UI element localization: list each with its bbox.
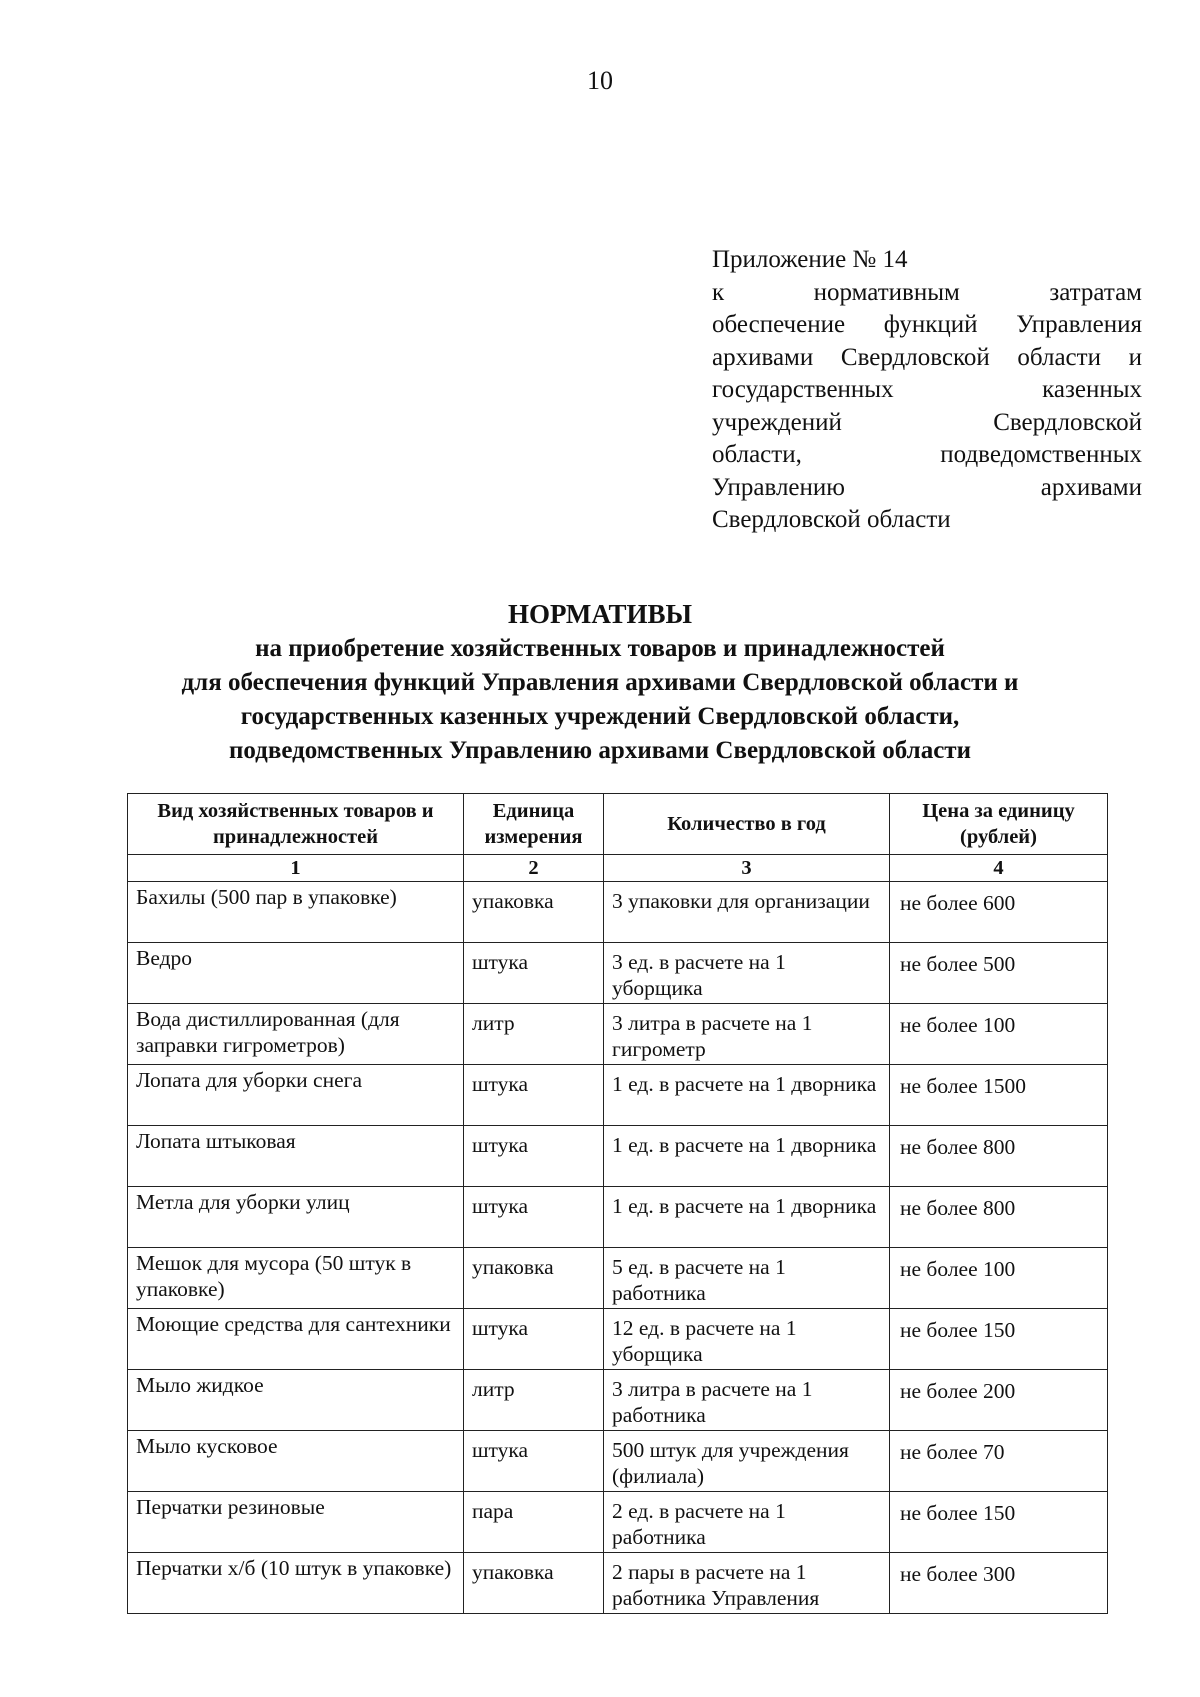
cell-item: Вода дистиллированная (для заправки гигрометров): [128, 1004, 464, 1065]
column-number: 4: [890, 855, 1108, 882]
cell-item: Перчатки х/б (10 штук в упаковке): [128, 1553, 464, 1614]
cell-price: не более 500: [890, 943, 1108, 1004]
appendix-line: к нормативным затратам: [712, 278, 1142, 306]
cell-item: Ведро: [128, 943, 464, 1004]
appendix-line: обеспечение функций Управления: [712, 311, 1142, 338]
appendix-block: [712, 244, 1142, 537]
cell-qty: 3 ед. в расчете на 1 уборщика: [604, 943, 890, 1004]
cell-item: Метла для уборки улиц: [128, 1187, 464, 1248]
cell-qty: 2 пары в расчете на 1 работника Управления: [604, 1553, 890, 1614]
cell-price: не более 200: [890, 1370, 1108, 1431]
cell-unit: штука: [464, 1309, 604, 1370]
table-header-row: [128, 794, 1108, 855]
cell-unit: упаковка: [464, 1248, 604, 1309]
cell-item: Бахилы (500 пар в упаковке): [128, 882, 464, 943]
cell-qty: 5 ед. в расчете на 1 работника: [604, 1248, 890, 1309]
cell-unit: литр: [464, 1370, 604, 1431]
cell-qty: 1 ед. в расчете на 1 дворника: [604, 1187, 890, 1248]
table-row: [128, 882, 1108, 943]
cell-qty: 1 ед. в расчете на 1 дворника: [604, 1065, 890, 1126]
appendix-title: Приложение № 14: [712, 246, 908, 273]
cell-unit: литр: [464, 1004, 604, 1065]
cell-qty: 3 литра в расчете на 1 работника: [604, 1370, 890, 1431]
cell-price: не более 1500: [890, 1065, 1108, 1126]
table-row: [128, 1065, 1108, 1126]
cell-price: не более 600: [890, 882, 1108, 943]
cell-item: Лопата для уборки снега: [128, 1065, 464, 1126]
cell-item: Мыло кусковое: [128, 1431, 464, 1492]
cell-qty: 500 штук для учреждения (филиала): [604, 1431, 890, 1492]
title-line: подведомственных Управлению архивами Свердловской области: [229, 737, 971, 764]
appendix-line: Свердловской области: [712, 506, 951, 533]
cell-item: Перчатки резиновые: [128, 1492, 464, 1553]
cell-qty: 12 ед. в расчете на 1 уборщика: [604, 1309, 890, 1370]
cell-price: не более 100: [890, 1248, 1108, 1309]
table-row: [128, 943, 1108, 1004]
title-line: на приобретение хозяйственных товаров и принадлежностей: [255, 635, 945, 662]
cell-qty: 2 ед. в расчете на 1 работника: [604, 1492, 890, 1553]
cell-price: не более 150: [890, 1309, 1108, 1370]
appendix-line: области, подведомственных: [712, 441, 1142, 468]
cell-unit: штука: [464, 1065, 604, 1126]
table-row: [128, 1370, 1108, 1431]
header-item: Вид хозяйственных товаров и принадлежностей: [128, 794, 464, 855]
cell-item: Мешок для мусора (50 штук в упаковке): [128, 1248, 464, 1309]
cell-item: Моющие средства для сантехники: [128, 1309, 464, 1370]
cell-unit: штука: [464, 1431, 604, 1492]
cell-qty: 3 литра в расчете на 1 гигрометр: [604, 1004, 890, 1065]
header-qty: Количество в год: [604, 794, 890, 855]
title-main: НОРМАТИВЫ: [507, 599, 693, 629]
page-number: 10: [587, 66, 613, 95]
cell-item: Лопата штыковая: [128, 1126, 464, 1187]
cell-price: не более 800: [890, 1187, 1108, 1248]
cell-unit: штука: [464, 1187, 604, 1248]
table-row: [128, 1248, 1108, 1309]
header-price: Цена за единицу (рублей): [890, 794, 1108, 855]
cell-price: не более 300: [890, 1553, 1108, 1614]
column-number: 1: [128, 855, 464, 882]
column-number: 3: [604, 855, 890, 882]
document-title: [0, 596, 1200, 768]
appendix-line: архивами Свердловской области и: [712, 343, 1142, 371]
appendix-line: государственных казенных: [712, 376, 1142, 403]
cell-unit: штука: [464, 1126, 604, 1187]
table-row: [128, 1126, 1108, 1187]
column-number: 2: [464, 855, 604, 882]
table-row: [128, 1553, 1108, 1614]
column-number-row: [128, 855, 1108, 882]
cell-unit: штука: [464, 943, 604, 1004]
cell-unit: пара: [464, 1492, 604, 1553]
cell-unit: упаковка: [464, 1553, 604, 1614]
appendix-line: Управлению архивами: [712, 473, 1142, 501]
cell-price: не более 100: [890, 1004, 1108, 1065]
table-row: [128, 1004, 1108, 1065]
norms-table: [127, 793, 1108, 1614]
title-line: для обеспечения функций Управления архивами Свердловской области и: [181, 669, 1019, 696]
cell-price: не более 800: [890, 1126, 1108, 1187]
table-row: [128, 1492, 1108, 1553]
table-row: [128, 1431, 1108, 1492]
cell-qty: 3 упаковки для организации: [604, 882, 890, 943]
table-row: [128, 1187, 1108, 1248]
appendix-line: учреждений Свердловской: [712, 408, 1142, 436]
cell-unit: упаковка: [464, 882, 604, 943]
cell-price: не более 150: [890, 1492, 1108, 1553]
title-line: государственных казенных учреждений Свердловской области,: [240, 703, 960, 730]
cell-price: не более 70: [890, 1431, 1108, 1492]
cell-qty: 1 ед. в расчете на 1 дворника: [604, 1126, 890, 1187]
cell-item: Мыло жидкое: [128, 1370, 464, 1431]
header-unit: Единица измерения: [464, 794, 604, 855]
table-row: [128, 1309, 1108, 1370]
